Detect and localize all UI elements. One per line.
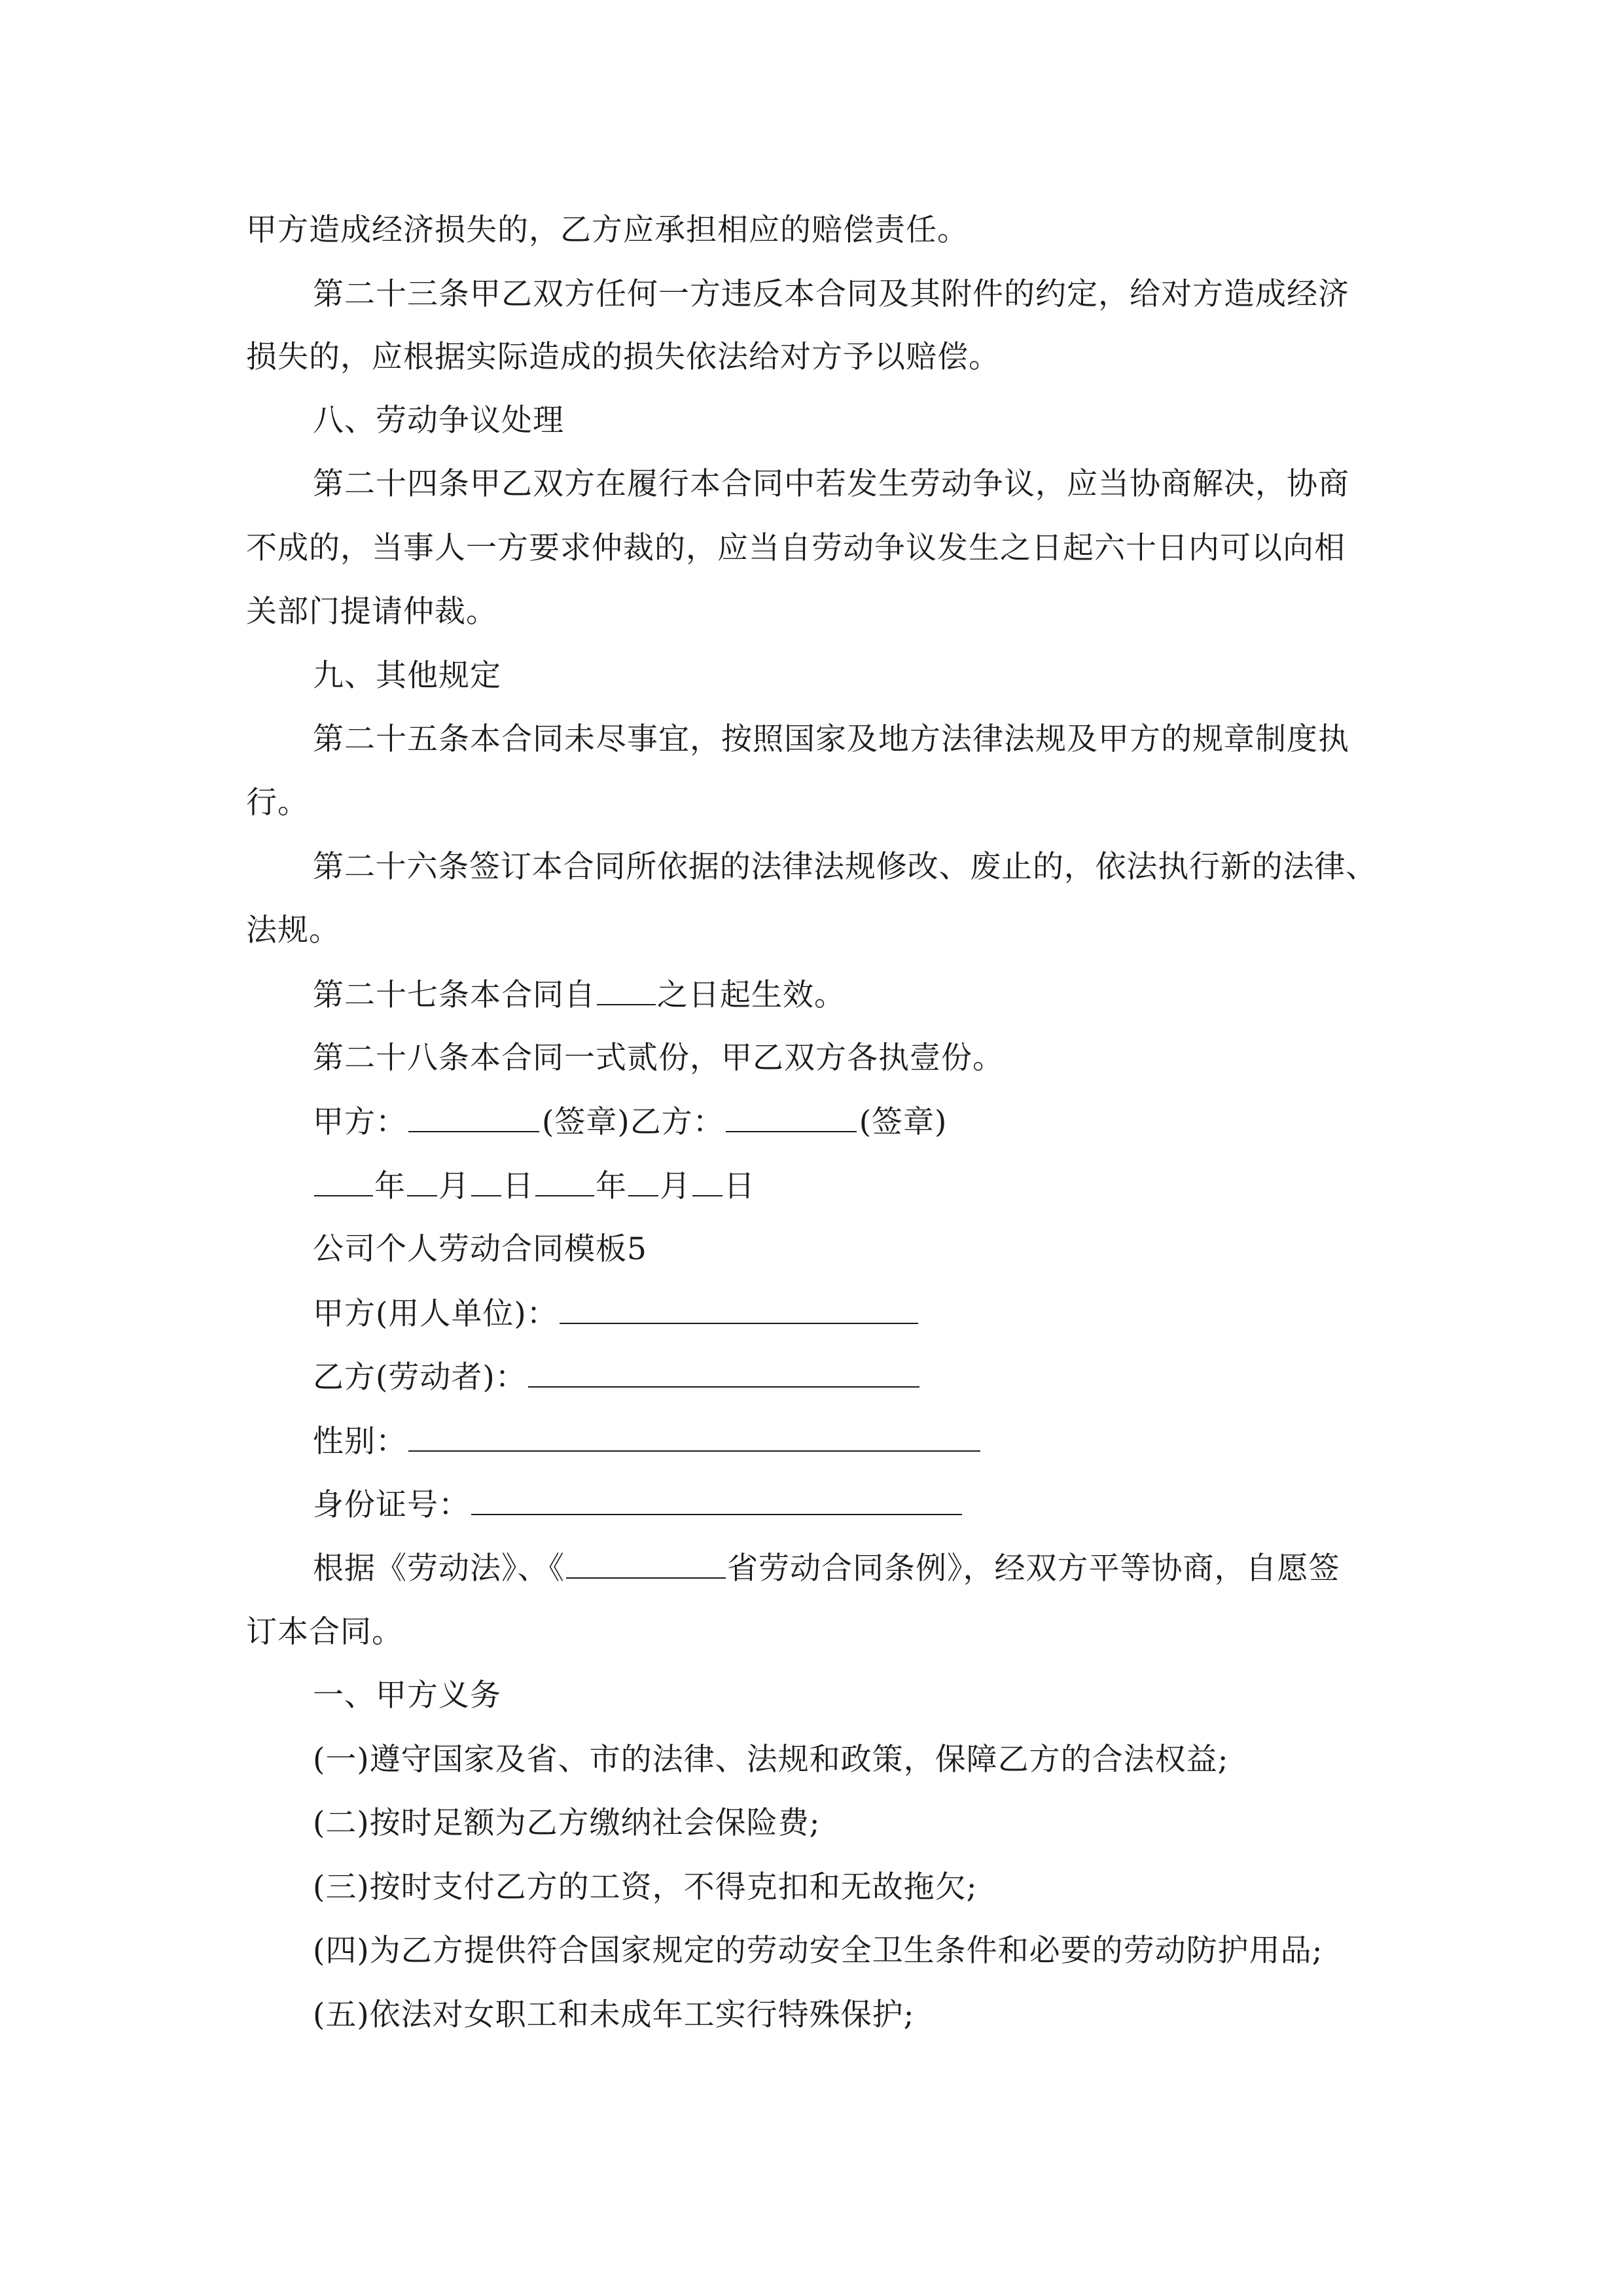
party-b-signature-blank[interactable]: [726, 1102, 857, 1132]
section-heading-9: 九、其他规定: [313, 658, 501, 694]
id-number-label: 身份证号：: [313, 1487, 470, 1523]
gender-label: 性别：: [313, 1424, 407, 1460]
party-a-seal-label: (签章): [542, 1104, 630, 1140]
party-a-year-blank[interactable]: [314, 1166, 373, 1196]
year-label: 年: [596, 1168, 627, 1204]
obligation-4: (四)为乙方提供符合国家规定的劳动安全卫生条件和必要的劳动防护用品;: [313, 1933, 1323, 1969]
party-a-signature-blank[interactable]: [408, 1102, 539, 1132]
month-label: 月: [438, 1168, 470, 1204]
gender-field: [313, 1422, 982, 1462]
employee-label: 乙方(劳动者)：: [313, 1359, 527, 1395]
basis-prefix: 根据《劳动法》、《: [313, 1551, 565, 1587]
text-line: 行。: [246, 785, 309, 821]
province-blank[interactable]: [566, 1549, 726, 1579]
day-label: 日: [503, 1168, 534, 1204]
year-label: 年: [374, 1168, 406, 1204]
article-24: 第二十四条甲乙双方在履行本合同中若发生劳动争议，应当协商解决，协商: [313, 466, 1349, 502]
basis-suffix: 省劳动合同条例》，经双方平等协商，自愿签: [727, 1551, 1340, 1587]
effective-prefix: 第二十七条本合同自: [313, 977, 596, 1013]
party-a-label: 甲方：: [313, 1104, 407, 1140]
party-b-label: 乙方：: [630, 1104, 724, 1140]
text-line: 损失的，应根据实际造成的损失依法给对方予以赔偿。: [246, 339, 1000, 375]
party-b-day-blank[interactable]: [692, 1166, 722, 1196]
template-title: 公司个人劳动合同模板5: [313, 1231, 647, 1267]
gender-blank[interactable]: [408, 1422, 980, 1452]
id-number-blank[interactable]: [471, 1485, 962, 1515]
obligation-1: (一)遵守国家及省、市的法律、法规和政策，保障乙方的合法权益;: [313, 1742, 1229, 1778]
obligation-5: (五)依法对女职工和未成年工实行特殊保护;: [313, 1997, 915, 2033]
basis-line: [313, 1549, 1340, 1588]
article-25: 第二十五条本合同未尽事宜，按照国家及地方法律法规及甲方的规章制度执: [313, 721, 1349, 757]
text-line: 法规。: [246, 912, 340, 948]
article-27: [313, 975, 846, 1015]
party-a-month-blank[interactable]: [407, 1166, 437, 1196]
employer-blank[interactable]: [560, 1294, 918, 1324]
employer-label: 甲方(用人单位)：: [313, 1296, 558, 1332]
article-23: 第二十三条甲乙双方任何一方违反本合同及其附件的约定，给对方造成经济: [313, 276, 1349, 312]
effective-date-blank[interactable]: [597, 975, 656, 1005]
date-line: [313, 1166, 755, 1206]
employee-field: [313, 1357, 921, 1397]
text-line: 不成的，当事人一方要求仲裁的，应当自劳动争议发生之日起六十日内可以向相: [246, 530, 1346, 566]
obligation-2: (二)按时足额为乙方缴纳社会保险费;: [313, 1805, 821, 1841]
party-b-seal-label: (签章): [859, 1104, 948, 1140]
id-number-field: [313, 1485, 963, 1525]
party-b-month-blank[interactable]: [628, 1166, 658, 1196]
party-b-year-blank[interactable]: [535, 1166, 594, 1196]
signature-line: [313, 1102, 947, 1142]
party-a-day-blank[interactable]: [471, 1166, 501, 1196]
section-heading-8: 八、劳动争议处理: [313, 403, 564, 439]
month-label: 月: [660, 1168, 691, 1204]
text-line: 关部门提请仲裁。: [246, 594, 497, 630]
article-26: 第二十六条签订本合同所依据的法律法规修改、废止的，依法执行新的法律、: [313, 849, 1377, 885]
obligation-3: (三)按时支付乙方的工资，不得克扣和无故拖欠;: [313, 1869, 978, 1905]
section-heading-1: 一、甲方义务: [313, 1677, 501, 1713]
effective-suffix: 之日起生效。: [657, 977, 846, 1013]
article-28: 第二十八条本合同一式贰份，甲乙双方各执壹份。: [313, 1040, 1004, 1076]
day-label: 日: [724, 1168, 755, 1204]
text-line: 甲方造成经济损失的，乙方应承担相应的赔偿责任。: [246, 212, 969, 248]
employee-blank[interactable]: [528, 1357, 919, 1388]
employer-field: [313, 1294, 919, 1334]
text-line: 订本合同。: [246, 1614, 403, 1650]
